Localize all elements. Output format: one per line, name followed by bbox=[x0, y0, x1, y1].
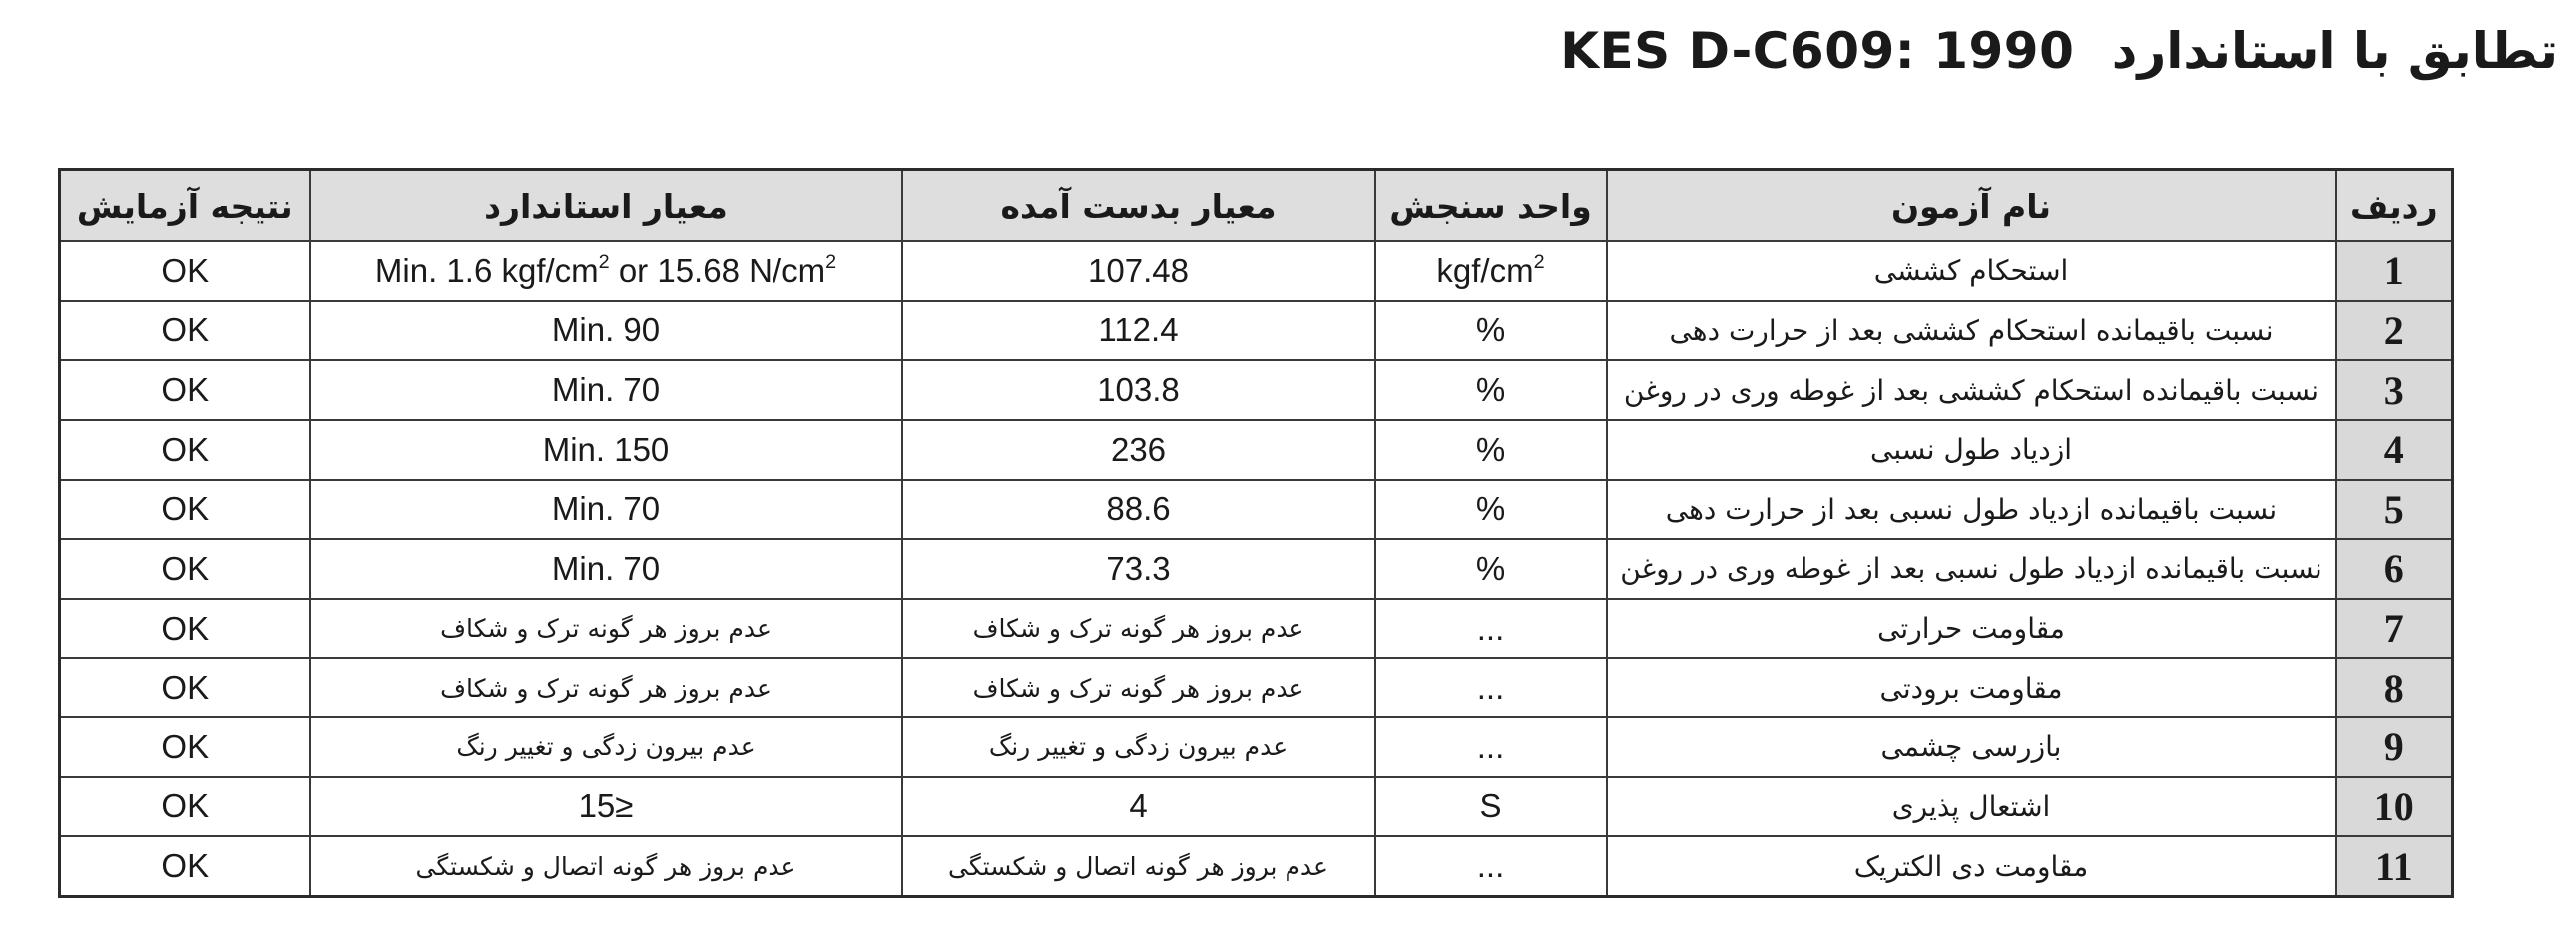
test-name-cell: ازدیاد طول نسبی bbox=[1607, 420, 2336, 480]
measured-cell: 88.6 bbox=[902, 480, 1375, 540]
result-cell: OK bbox=[60, 836, 310, 896]
standard-cell: Min. 70 bbox=[310, 480, 902, 540]
row-number: 1 bbox=[2336, 241, 2453, 301]
unit-base: kgf/cm bbox=[1436, 251, 1534, 289]
test-name-cell: استحکام کششی bbox=[1607, 241, 2336, 301]
header-result: نتیجه آزمایش bbox=[60, 170, 310, 242]
measured-cell: عدم بیرون زدگی و تغییر رنگ bbox=[902, 717, 1375, 777]
row-number: 9 bbox=[2336, 717, 2453, 777]
test-name-cell: مقاومت برودتی bbox=[1607, 658, 2336, 717]
header-standard: معیار استاندارد bbox=[310, 170, 902, 242]
result-cell: OK bbox=[60, 480, 310, 540]
table-header-row bbox=[60, 170, 2453, 242]
result-cell: OK bbox=[60, 360, 310, 420]
row-number: 2 bbox=[2336, 301, 2453, 361]
result-cell: OK bbox=[60, 658, 310, 717]
header-test-name: نام آزمون bbox=[1607, 170, 2336, 242]
result-cell: OK bbox=[60, 241, 310, 301]
measured-cell: 4 bbox=[902, 777, 1375, 837]
compliance-table bbox=[58, 168, 2454, 898]
table-row bbox=[60, 480, 2453, 540]
test-name-cell: نسبت باقیمانده ازدیاد طول نسبی بعد از غوطه وری در روغن bbox=[1607, 539, 2336, 599]
table-row bbox=[60, 717, 2453, 777]
standard-superscript-b: 2 bbox=[825, 250, 837, 273]
unit-cell: % bbox=[1375, 360, 1607, 420]
standard-cell bbox=[310, 241, 902, 301]
header-row-no: ردیف bbox=[2336, 170, 2453, 242]
result-cell: OK bbox=[60, 539, 310, 599]
standard-cell: ≤15 bbox=[310, 777, 902, 837]
result-cell: OK bbox=[60, 420, 310, 480]
standard-code: KES D-C609: 1990 bbox=[1560, 22, 2075, 80]
standard-part-a: Min. 1.6 kgf/cm bbox=[374, 251, 599, 289]
row-number: 4 bbox=[2336, 420, 2453, 480]
result-cell: OK bbox=[60, 777, 310, 837]
test-name-cell: نسبت باقیمانده استحکام کششی بعد از حرارت دهی bbox=[1607, 301, 2336, 361]
unit-cell: % bbox=[1375, 539, 1607, 599]
standard-cell: عدم بروز هر گونه ترک و شکاف bbox=[310, 599, 902, 659]
measured-cell: 73.3 bbox=[902, 539, 1375, 599]
table-row bbox=[60, 658, 2453, 717]
unit-cell: % bbox=[1375, 480, 1607, 540]
measured-cell: عدم بروز هر گونه ترک و شکاف bbox=[902, 599, 1375, 659]
measured-cell: 107.48 bbox=[902, 241, 1375, 301]
test-name-cell: مقاومت حرارتی bbox=[1607, 599, 2336, 659]
page-title bbox=[1560, 22, 2558, 80]
table-row bbox=[60, 599, 2453, 659]
test-name-cell: نسبت باقیمانده استحکام کششی بعد از غوطه وری در روغن bbox=[1607, 360, 2336, 420]
standard-cell: عدم بروز هر گونه اتصال و شکستگی bbox=[310, 836, 902, 896]
measured-cell: عدم بروز هر گونه اتصال و شکستگی bbox=[902, 836, 1375, 896]
header-measured: معیار بدست آمده bbox=[902, 170, 1375, 242]
measured-cell: 236 bbox=[902, 420, 1375, 480]
row-number: 8 bbox=[2336, 658, 2453, 717]
measured-cell: 112.4 bbox=[902, 301, 1375, 361]
standard-part-b: or 15.68 N/cm bbox=[609, 251, 826, 289]
test-name-cell: اشتعال پذیری bbox=[1607, 777, 2336, 837]
table-row bbox=[60, 836, 2453, 896]
standard-cell: عدم بروز هر گونه ترک و شکاف bbox=[310, 658, 902, 717]
unit-superscript: 2 bbox=[1533, 250, 1545, 273]
table-row bbox=[60, 420, 2453, 480]
standard-cell: Min. 150 bbox=[310, 420, 902, 480]
standard-cell: عدم بیرون زدگی و تغییر رنگ bbox=[310, 717, 902, 777]
standard-cell: Min. 90 bbox=[310, 301, 902, 361]
table-row bbox=[60, 539, 2453, 599]
result-cell: OK bbox=[60, 599, 310, 659]
unit-cell: ... bbox=[1375, 658, 1607, 717]
table-row bbox=[60, 241, 2453, 301]
unit-cell bbox=[1375, 241, 1607, 301]
table-row bbox=[60, 777, 2453, 837]
measured-cell: 103.8 bbox=[902, 360, 1375, 420]
test-name-cell: مقاومت دی الکتریک bbox=[1607, 836, 2336, 896]
unit-cell: % bbox=[1375, 420, 1607, 480]
test-name-cell: بازرسی چشمی bbox=[1607, 717, 2336, 777]
row-number: 6 bbox=[2336, 539, 2453, 599]
result-cell: OK bbox=[60, 301, 310, 361]
row-number: 10 bbox=[2336, 777, 2453, 837]
table-row bbox=[60, 301, 2453, 361]
row-number: 3 bbox=[2336, 360, 2453, 420]
unit-cell: % bbox=[1375, 301, 1607, 361]
table-row bbox=[60, 360, 2453, 420]
row-number: 5 bbox=[2336, 480, 2453, 540]
row-number: 11 bbox=[2336, 836, 2453, 896]
test-name-cell: نسبت باقیمانده ازدیاد طول نسبی بعد از حرارت دهی bbox=[1607, 480, 2336, 540]
standard-superscript-a: 2 bbox=[598, 250, 610, 273]
result-cell: OK bbox=[60, 717, 310, 777]
unit-cell: S bbox=[1375, 777, 1607, 837]
page-title-text: تطابق با استاندارد bbox=[2111, 22, 2558, 80]
standard-cell: Min. 70 bbox=[310, 539, 902, 599]
standard-cell: Min. 70 bbox=[310, 360, 902, 420]
row-number: 7 bbox=[2336, 599, 2453, 659]
header-unit: واحد سنجش bbox=[1375, 170, 1607, 242]
unit-cell: ... bbox=[1375, 599, 1607, 659]
unit-cell: ... bbox=[1375, 717, 1607, 777]
unit-cell: ... bbox=[1375, 836, 1607, 896]
measured-cell: عدم بروز هر گونه ترک و شکاف bbox=[902, 658, 1375, 717]
